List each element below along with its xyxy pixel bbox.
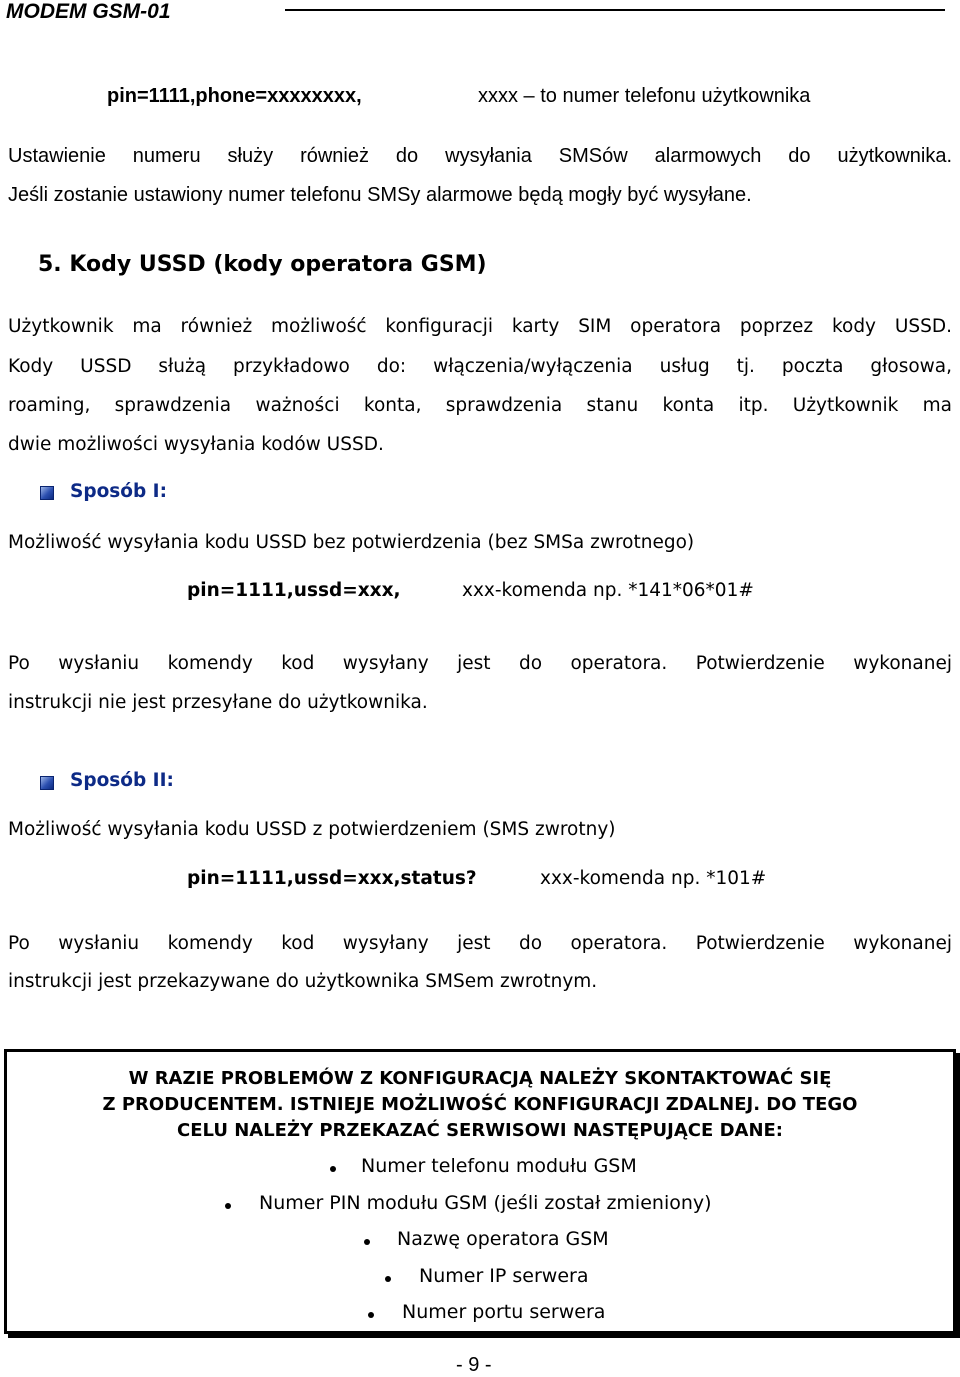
- notice-list-item: Numer portu serwera: [402, 1301, 606, 1323]
- ussd-para-line-2: Kody USSD służą przykładowo do: włączenia/wyłączenia usług tj. poczta głosowa,: [8, 356, 952, 377]
- bullet-dot-icon: [385, 1276, 391, 1282]
- method-1-after-line-1: Po wysłaniu komendy kod wysyłany jest do operatora. Potwierdzenie wykonanej: [8, 653, 952, 674]
- notice-list-item: Numer IP serwera: [419, 1265, 589, 1287]
- header-rule: [285, 9, 945, 11]
- method-2-after-line-1: Po wysłaniu komendy kod wysyłany jest do operatora. Potwierdzenie wykonanej: [8, 933, 952, 954]
- method-1-command-note: xxx-komenda np. *141*06*01#: [462, 580, 754, 601]
- method-2-command: pin=1111,ussd=xxx,status?: [187, 868, 477, 889]
- notice-line-3: CELU NALEŻY PRZEKAZAĆ SERWISOWI NASTĘPUJĄCE DANE:: [177, 1120, 783, 1141]
- ussd-para-line-1: Użytkownik ma również możliwość konfiguracji karty SIM operatora poprzez kody USSD.: [8, 316, 952, 337]
- bullet-dot-icon: [368, 1312, 374, 1318]
- phone-command: pin=1111,phone=xxxxxxxx,: [107, 85, 362, 107]
- page-number: - 9 -: [456, 1354, 492, 1376]
- notice-list-item: Numer telefonu modułu GSM: [361, 1155, 637, 1177]
- bullet-dot-icon: [364, 1239, 370, 1245]
- bullet-dot-icon: [225, 1203, 231, 1209]
- method-2-after-line-2: instrukcji jest przekazywane do użytkownika SMSem zwrotnym.: [8, 971, 598, 992]
- section-heading-ussd: 5. Kody USSD (kody operatora GSM): [38, 252, 487, 277]
- notice-line-1: W RAZIE PROBLEMÓW Z KONFIGURACJĄ NALEŻY SKONTAKTOWAĆ SIĘ: [128, 1068, 832, 1089]
- square-bullet-icon: [40, 776, 54, 790]
- notice-line-2: Z PRODUCENTEM. ISTNIEJE MOŻLIWOŚĆ KONFIGURACJI ZDALNEJ. DO TEGO: [102, 1094, 858, 1115]
- method-1-title: Sposób I:: [70, 481, 167, 502]
- document-header-title: MODEM GSM-01: [6, 0, 171, 23]
- method-1-after-line-2: instrukcji nie jest przesyłane do użytkownika.: [8, 692, 428, 713]
- ussd-para-line-3: roaming, sprawdzenia ważności konta, sprawdzenia stanu konta itp. Użytkownik ma: [8, 395, 952, 416]
- notice-box: [4, 1049, 956, 1334]
- phone-desc-line-1: Ustawienie numeru służy również do wysyłania SMSów alarmowych do użytkownika.: [8, 145, 952, 167]
- method-2-command-note: xxx-komenda np. *101#: [540, 868, 767, 889]
- square-bullet-icon: [40, 486, 54, 500]
- phone-command-note: xxxx – to numer telefonu użytkownika: [478, 85, 811, 107]
- bullet-dot-icon: [330, 1166, 336, 1172]
- notice-list-item: Numer PIN modułu GSM (jeśli został zmieniony): [259, 1192, 712, 1214]
- phone-desc-line-2: Jeśli zostanie ustawiony numer telefonu SMSy alarmowe będą mogły być wysyłane.: [8, 184, 752, 206]
- method-2-title: Sposób II:: [70, 770, 174, 791]
- ussd-para-line-4: dwie możliwości wysyłania kodów USSD.: [8, 434, 384, 455]
- method-2-desc: Możliwość wysyłania kodu USSD z potwierdzeniem (SMS zwrotny): [8, 819, 616, 840]
- method-1-command: pin=1111,ussd=xxx,: [187, 580, 401, 601]
- notice-list-item: Nazwę operatora GSM: [397, 1228, 609, 1250]
- method-1-desc: Możliwość wysyłania kodu USSD bez potwierdzenia (bez SMSa zwrotnego): [8, 532, 695, 553]
